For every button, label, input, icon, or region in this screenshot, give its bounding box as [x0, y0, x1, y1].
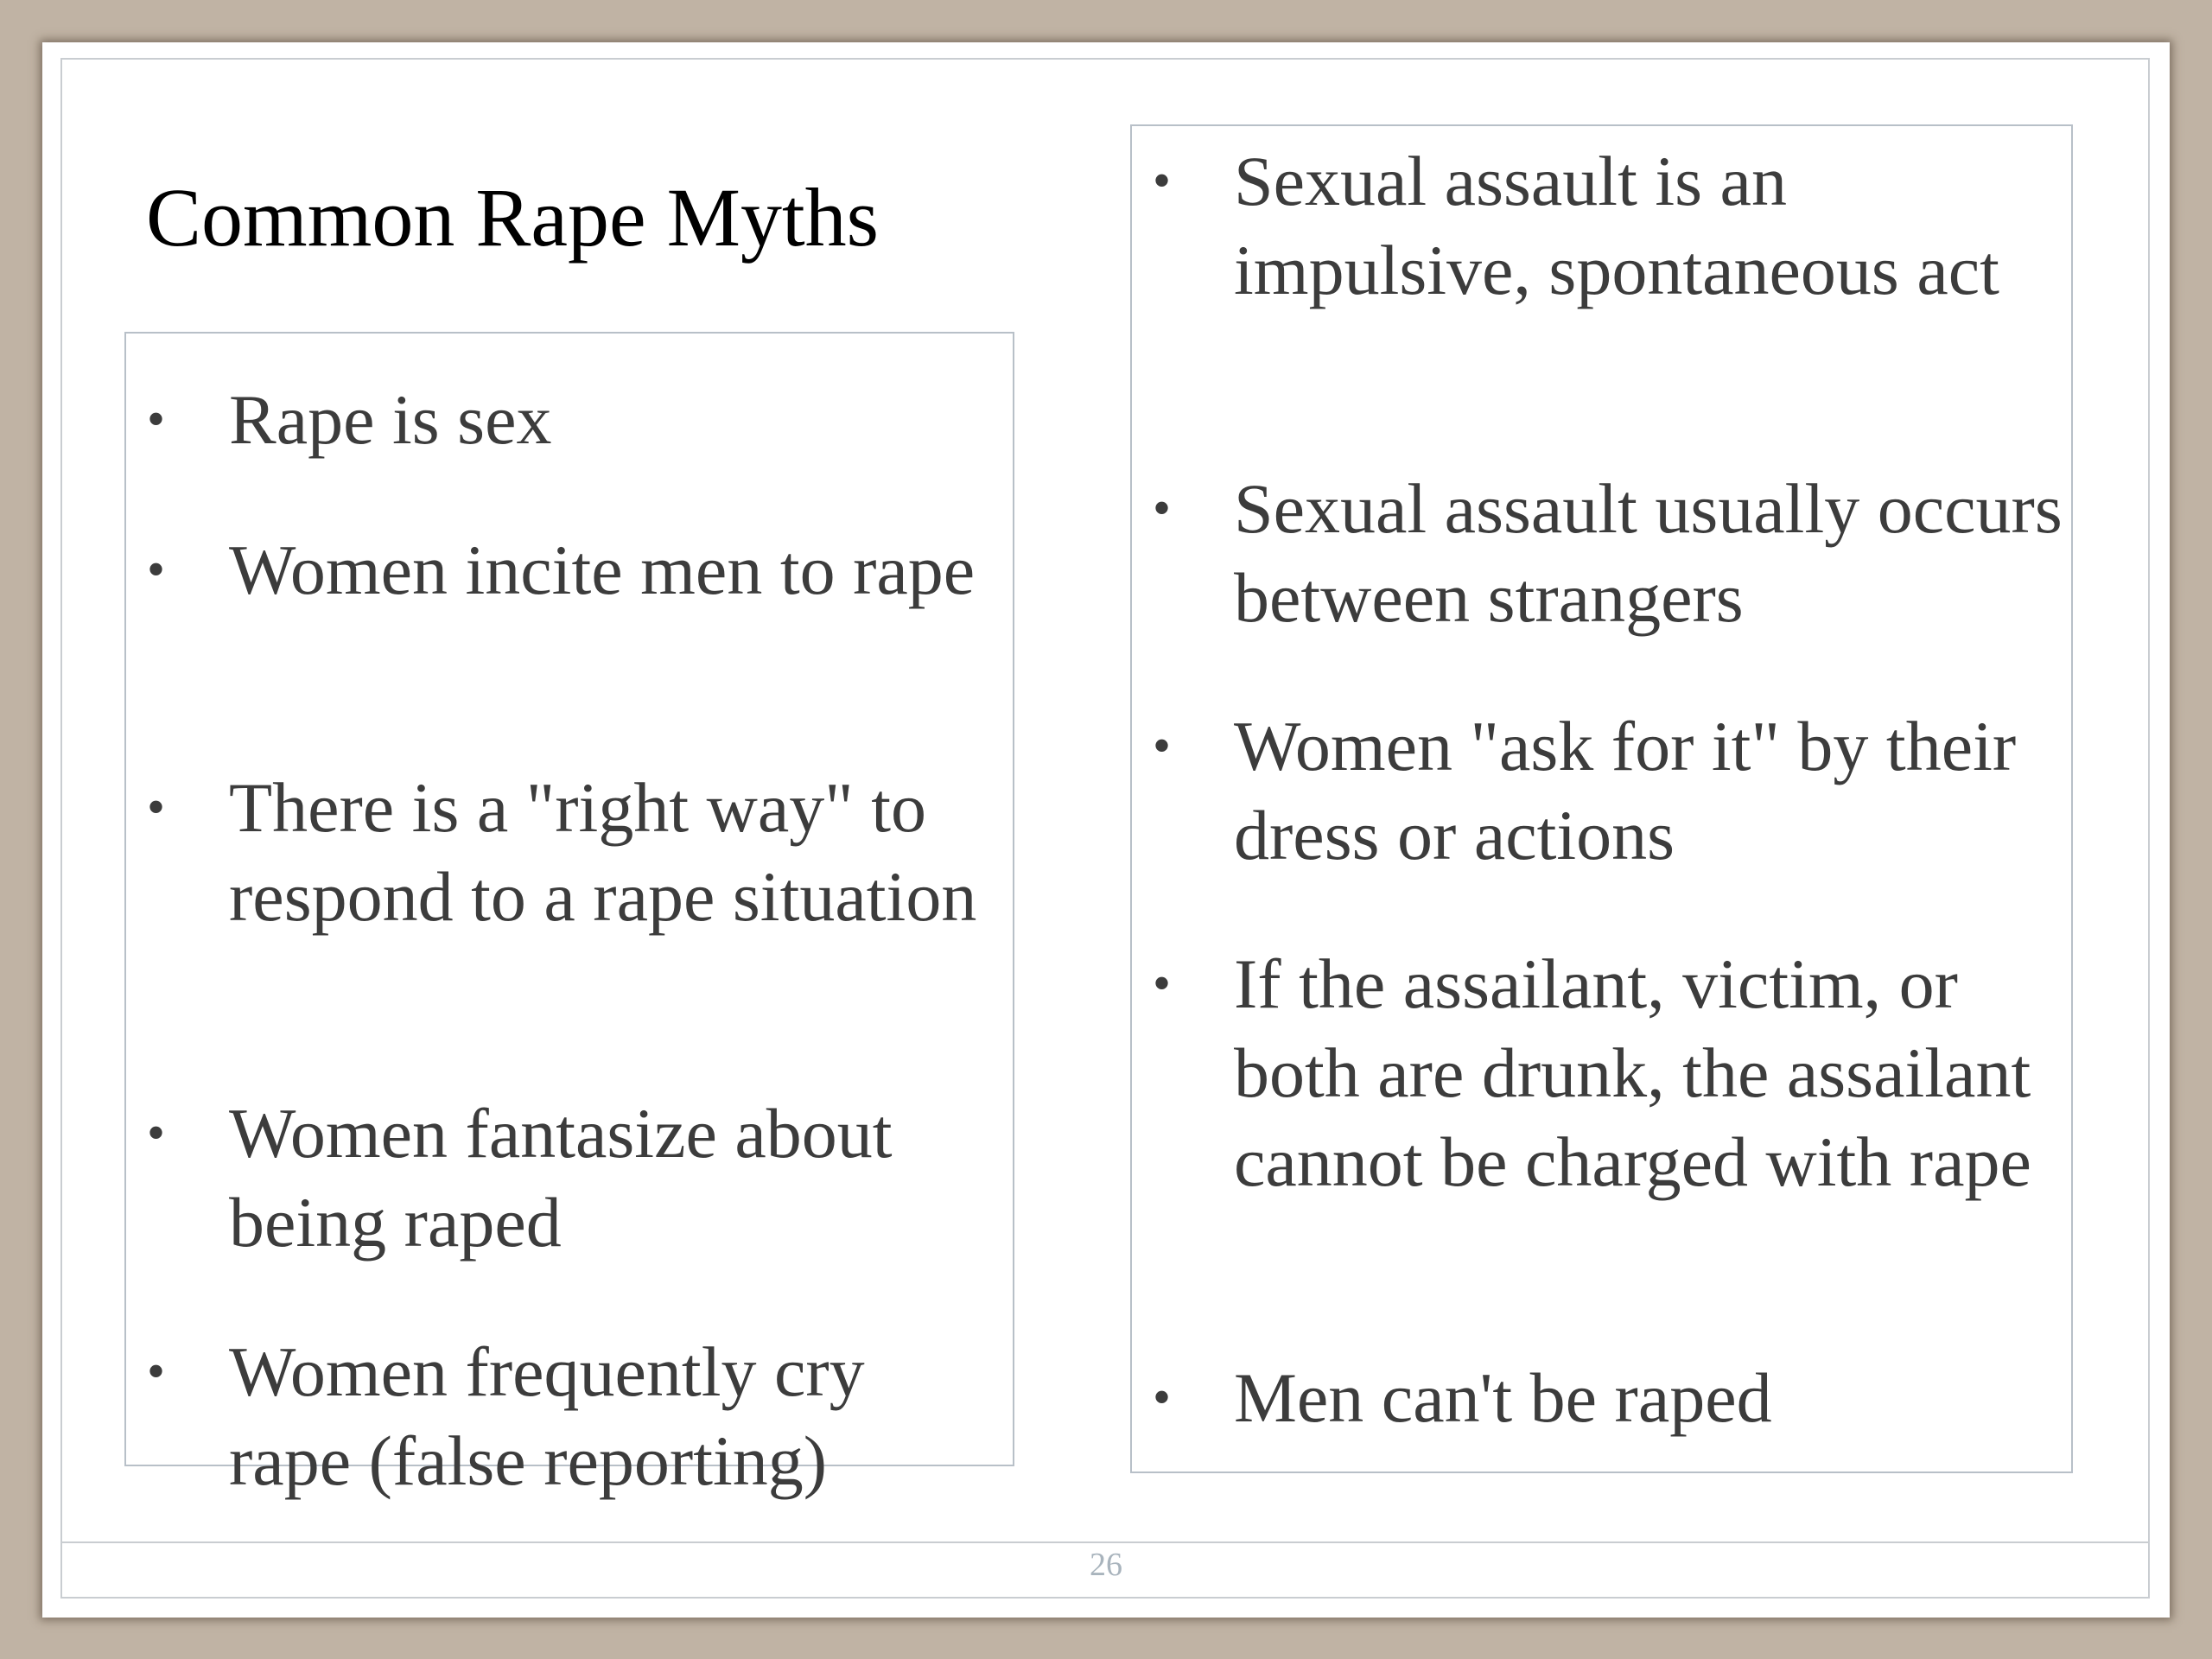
list-item-text: Men can't be raped [1234, 1358, 1772, 1437]
list-item-text: Sexual assault usually occurs between strangers [1234, 469, 2063, 637]
list-item-text: Women fantasize about being raped [229, 1094, 893, 1262]
bullet-icon: • [1153, 480, 1172, 537]
bullet-icon: • [147, 541, 166, 598]
list-item-text: Sexual assault is an impulsive, spontaneous act [1234, 142, 1999, 309]
bullet-icon: • [1153, 717, 1172, 774]
slide-title: Common Rape Myths [146, 171, 880, 264]
list-item-text: Women "ask for it" by their dress or actions [1234, 707, 2017, 874]
bullet-icon: • [147, 1343, 166, 1400]
bullet-icon: • [147, 391, 166, 448]
footer-divider [60, 1541, 2150, 1543]
bullet-icon: • [1153, 152, 1172, 209]
slide [42, 42, 2170, 1618]
list-item-text: Women incite men to rape [229, 531, 976, 609]
list-item-text: Women frequently cry rape (false reporting) [229, 1332, 865, 1500]
list-item-text: Rape is sex [229, 380, 552, 459]
left-text-box [124, 332, 1014, 1500]
list-item-text: There is a "right way" to respond to a rape situation [229, 768, 977, 936]
bullet-icon: • [1153, 955, 1172, 1012]
page-number: 26 [1090, 1547, 1122, 1583]
list-item-text: If the assailant, victim, or both are drunk, the assailant cannot be charged with rape [1234, 944, 2031, 1201]
bullet-icon: • [147, 779, 166, 836]
bullet-icon: • [1153, 1369, 1172, 1426]
right-text-box [1130, 124, 2073, 1473]
bullet-icon: • [147, 1104, 166, 1161]
